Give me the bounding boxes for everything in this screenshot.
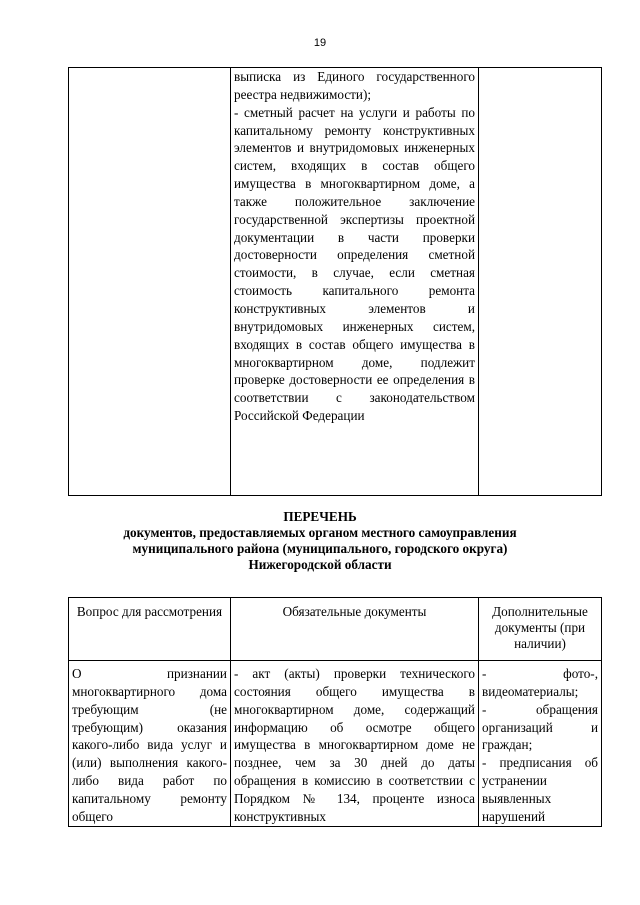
additional-doc-item: - обращения организаций и граждан; (482, 701, 598, 753)
table-row (69, 661, 602, 827)
heading-line: Нижегородской области (248, 557, 392, 572)
document-item: - сметный расчет на услуги и работы по капитальному ремонту конструктивных элементов и внутридомовых инженерных систем, входящих в состав общего имущества в многоквартирном доме, а также положительное заключение государственной экспертизы проектной документации в части проверки достоверности определения сметной стоимости, в случае, если сметная стоимость капитального ремонта конструктивных элементов и внутридомовых инженерных систем, входящих в состав общего имущества в многоквартирном доме, подлежит проверке достоверности ее определения в соответствии с законодательством Российской Федерации (234, 104, 475, 424)
additional-doc-item: - фото-, видеоматериалы; (482, 666, 598, 699)
section-heading (0, 509, 640, 573)
column-header (231, 598, 479, 661)
column-header-label: Обязательные документы (282, 604, 427, 619)
table-cell-question (69, 661, 231, 827)
question-text: О признании многоквартирного дома требующим (не требующим) оказания какого-либо вида услуг и (или) выполнения какого-либо вида работ по капитальному ремонту общего (72, 666, 227, 824)
column-header-label: Вопрос для рассмотрения (76, 604, 223, 619)
documents-table (68, 597, 602, 827)
table-cell-documents (231, 68, 479, 496)
required-docs-text: - акт (акты) проверки технического состояния общего имущества в многоквартирном доме, содержащий информацию об осмотре общего имущества в многоквартирном доме не позднее, чем за 30 дней до даты обращения в комиссию в соответствии с Порядком № 134, проценте износа конструктивных (234, 666, 475, 824)
table-row (69, 68, 602, 496)
heading-line: муниципального района (муниципального, городского округа) (132, 541, 508, 556)
table-header-row (69, 598, 602, 661)
page-number: 19 (313, 37, 327, 49)
column-header (479, 598, 602, 661)
heading-title: ПЕРЕЧЕНЬ (283, 509, 357, 524)
table-cell-additional-docs (479, 661, 602, 827)
continuation-table (68, 67, 602, 496)
document-item: выписка из Единого государственного реестра недвижимости); (234, 69, 475, 102)
column-header (69, 598, 231, 661)
column-header-label: Дополнительные документы (при наличии) (492, 604, 588, 651)
heading-line: документов, предоставляемых органом местного самоуправления (123, 525, 517, 540)
table-cell-required-docs (231, 661, 479, 827)
table-cell-empty-left (69, 68, 231, 496)
table-cell-empty-right (479, 68, 602, 496)
additional-doc-item: - предписания об устранении выявленных нарушений (482, 755, 598, 824)
